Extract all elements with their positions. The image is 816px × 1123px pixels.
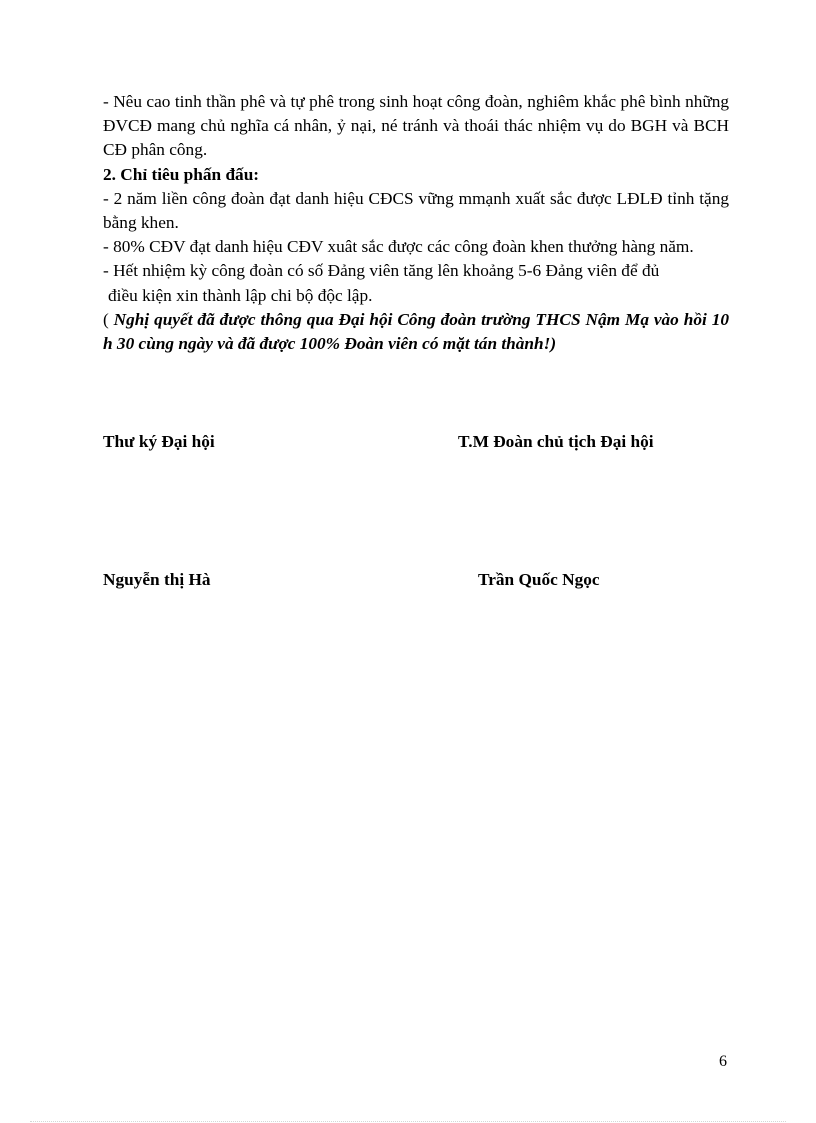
target-item-2: - 80% CĐV đạt danh hiệu CĐV xuât sắc được các công đoàn khen thưởng hàng năm. [103,237,694,257]
target-item-3-line-1: - Hết nhiệm kỳ công đoàn có số Đảng viên tăng lên khoảng 5-6 Đảng viên để đủ [103,261,660,281]
target-item-3-line-2: điều kiện xin thành lập chi bộ độc lập. [108,285,373,305]
targets-heading: 2. Chỉ tiêu phấn đấu: [103,164,260,184]
resolution-text: Nghị quyết đã được thông qua Đại hội Công đoàn trường THCS Nậm Mạ vào hồi 10 h 30 cùng ngày và đã được 100% Đoàn viên có mặt tán thành!) [103,309,729,354]
presidium-title: T.M Đoàn chủ tịch Đại hội [458,432,654,451]
page-bottom-divider [30,1121,786,1122]
criticism-paragraph: - Nêu cao tinh thần phê và tự phê trong sinh hoạt công đoàn, nghiêm khắc phê bình những ĐVCĐ mang chủ nghĩa cá nhân, ỷ nại, né tránh và thoái thác nhiệm vụ do BGH và BCH CĐ phân công. [103,92,729,160]
secretary-title: Thư ký Đại hội [103,432,215,451]
secretary-name: Nguyễn thị Hà [103,570,211,589]
document-body [103,90,729,356]
resolution-note [103,308,729,356]
resolution-open-paren: ( [103,309,114,329]
page-number: 6 [719,1053,727,1070]
presidium-name: Trần Quốc Ngọc [478,570,600,589]
target-item-1: - 2 năm liền công đoàn đạt danh hiệu CĐCS vững mmạnh xuất sắc được LĐLĐ tỉnh tặng bằng khen. [103,188,729,233]
